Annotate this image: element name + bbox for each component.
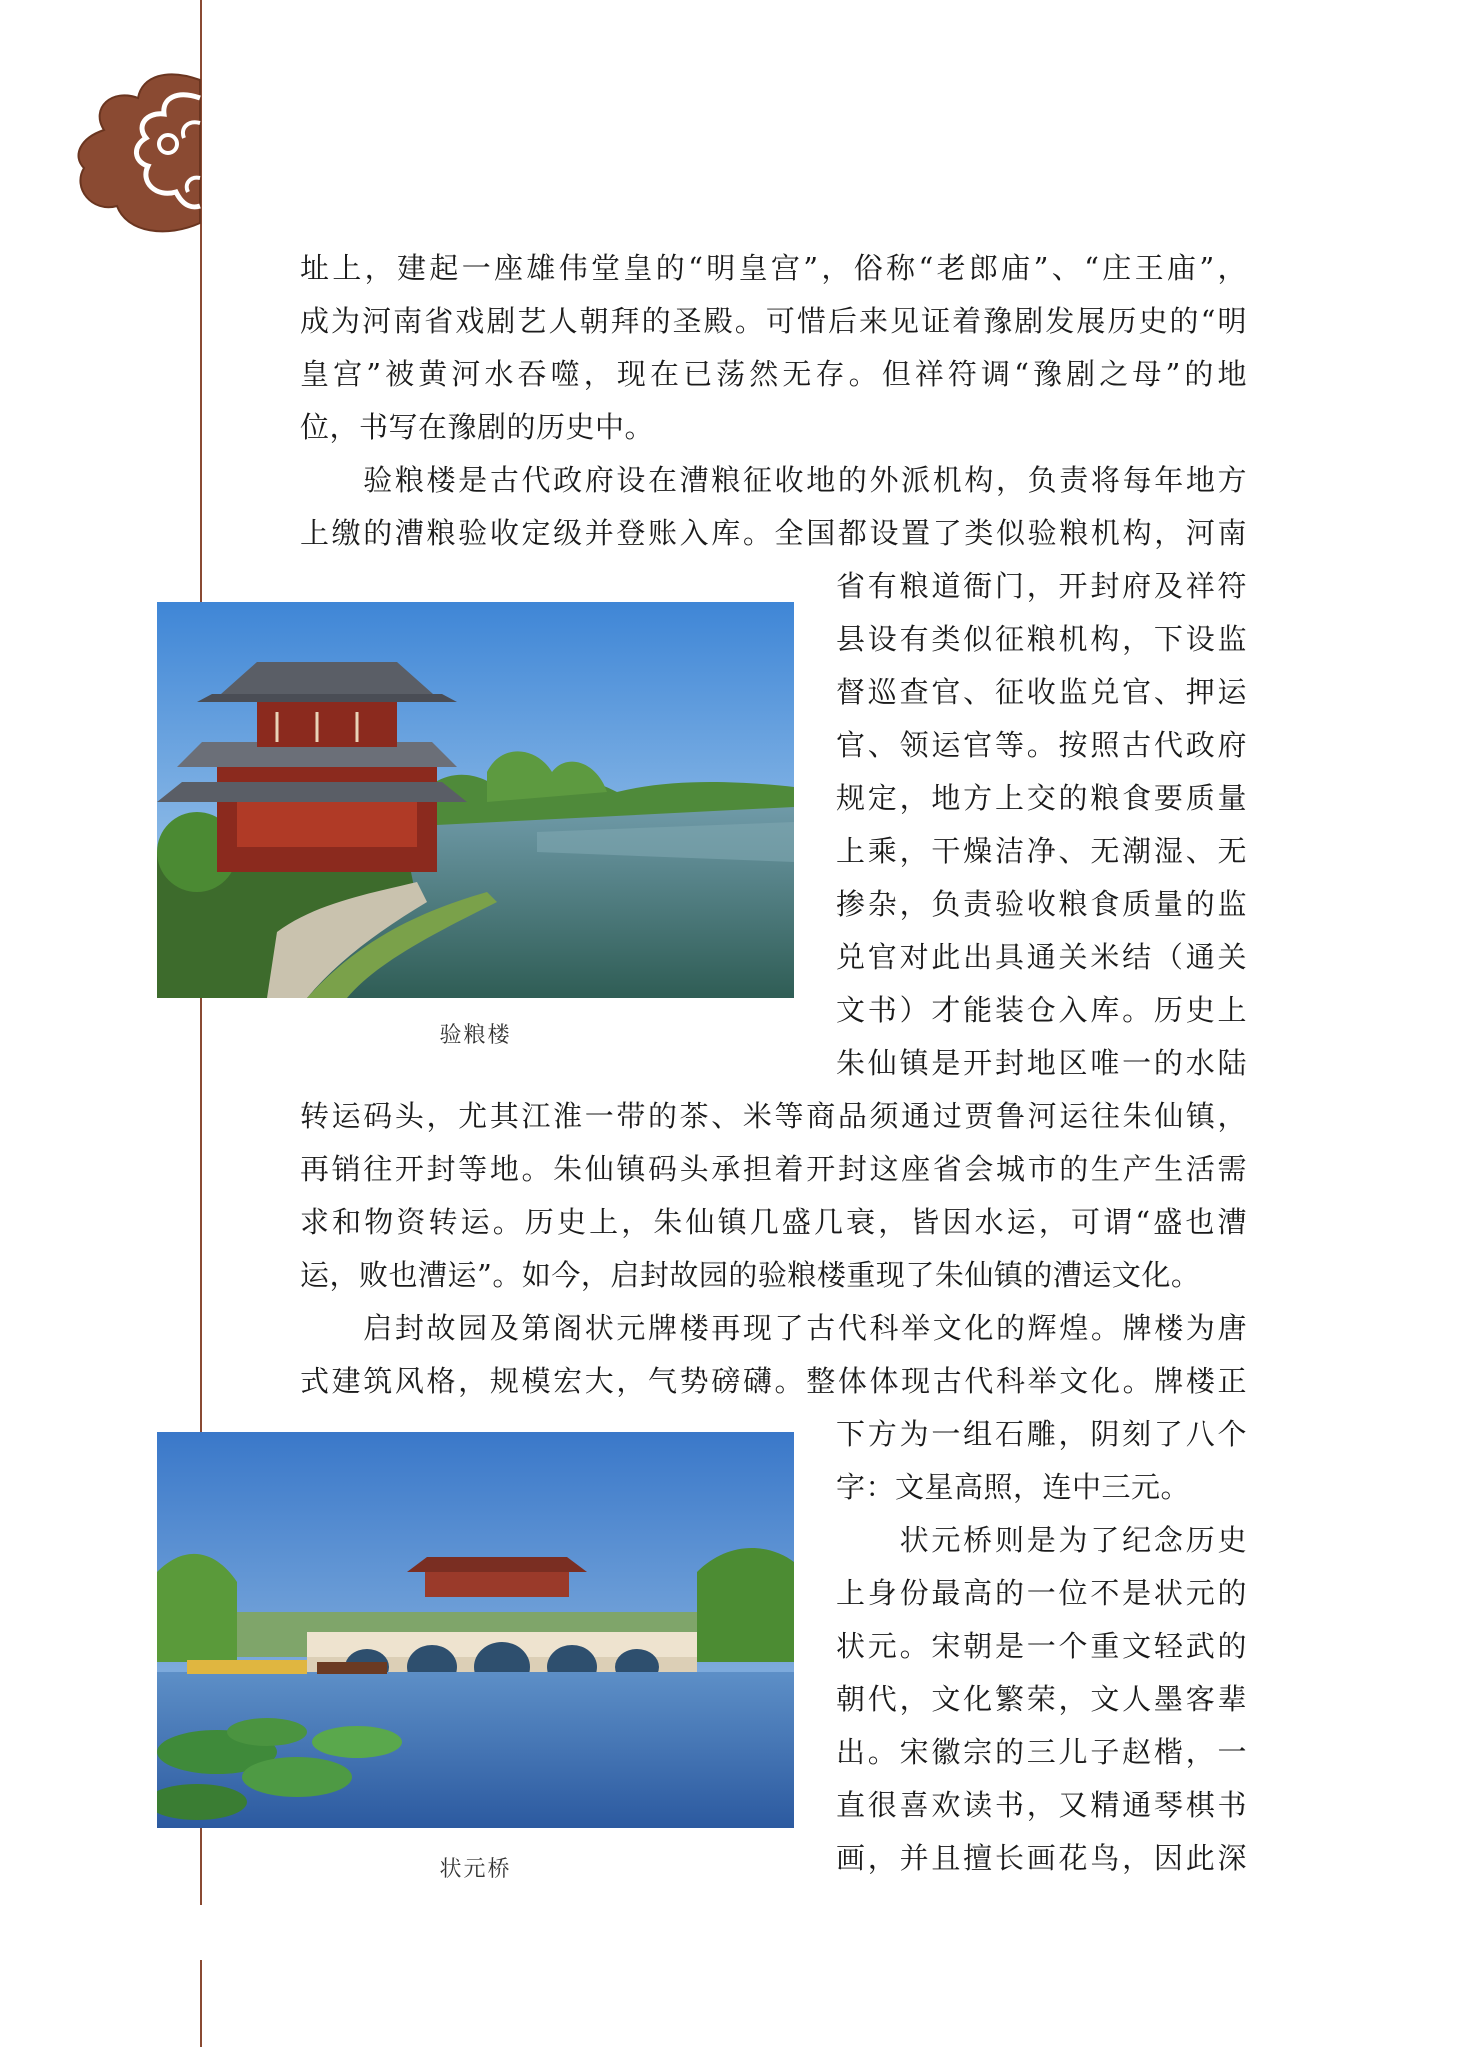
body-text-line: 县设有类似征粮机构，下设监 [836,622,1247,656]
cloud-ornament-icon [72,68,208,238]
body-text-line: 启封故园及第阁状元牌楼再现了古代科举文化的辉煌。牌楼为唐 [300,1311,1247,1345]
body-text-line: 文书）才能装仓入库。历史上 [836,993,1247,1027]
body-text-line: 皇宫”被黄河水吞噬，现在已荡然无存。但祥符调“豫剧之母”的地 [300,357,1247,391]
body-text-line: 朱仙镇是开封地区唯一的水陆 [836,1046,1247,1080]
pavilion-photo [157,602,794,998]
body-text-line: 省有粮道衙门，开封府及祥符 [836,569,1247,603]
body-text-line: 上乘，干燥洁净、无潮湿、无 [836,834,1247,868]
body-text-line: 验粮楼是古代政府设在漕粮征收地的外派机构，负责将每年地方 [300,463,1247,497]
body-text-line: 式建筑风格，规模宏大，气势磅礴。整体体现古代科举文化。牌楼正 [300,1364,1247,1398]
body-text-line: 字：文星高照，连中三元。 [836,1470,1191,1504]
figure-caption: 状元桥 [439,1857,512,1882]
body-text-line: 出。宋徽宗的三儿子赵楷，一 [836,1735,1247,1769]
body-text-line: 成为河南省戏剧艺人朝拜的圣殿。可惜后来见证着豫剧发展历史的“明 [300,304,1247,338]
body-text-line: 再销往开封等地。朱仙镇码头承担着开封这座省会城市的生产生活需 [300,1152,1247,1186]
body-text-line: 状元。宋朝是一个重文轻武的 [836,1629,1247,1663]
figure-caption: 验粮楼 [439,1023,512,1048]
body-text-line: 状元桥则是为了纪念历史 [836,1523,1247,1557]
body-text-line: 上身份最高的一位不是状元的 [836,1576,1247,1610]
body-text-line: 转运码头，尤其江淮一带的茶、米等商品须通过贾鲁河运往朱仙镇， [300,1099,1247,1133]
body-text-line: 兑官对此出具通关米结（通关 [836,940,1247,974]
body-text-line: 求和物资转运。历史上，朱仙镇几盛几衰，皆因水运，可谓“盛也漕 [300,1205,1247,1239]
margin-rule-bottom [200,1960,202,2047]
body-text-line: 运，败也漕运”。如今，启封故园的验粮楼重现了朱仙镇的漕运文化。 [300,1258,1201,1292]
body-text-line: 督巡查官、征收监兑官、押运 [836,675,1247,709]
body-text-line: 上缴的漕粮验收定级并登账入库。全国都设置了类似验粮机构，河南 [300,516,1247,550]
body-text-line: 规定，地方上交的粮食要质量 [836,781,1247,815]
body-text-line: 址上，建起一座雄伟堂皇的“明皇宫”，俗称“老郎庙”、“庄王庙”， [300,251,1247,285]
body-text-line: 直很喜欢读书，又精通琴棋书 [836,1788,1247,1822]
body-text-line: 位，书写在豫剧的历史中。 [300,410,655,444]
bridge-photo [157,1432,794,1828]
body-text-line: 掺杂，负责验收粮食质量的监 [836,887,1247,921]
body-text-line: 下方为一组石雕，阴刻了八个 [836,1417,1247,1451]
body-text-line: 官、领运官等。按照古代政府 [836,728,1247,762]
body-text-line: 画，并且擅长画花鸟，因此深 [836,1841,1247,1875]
body-text-line: 朝代，文化繁荣，文人墨客辈 [836,1682,1247,1716]
